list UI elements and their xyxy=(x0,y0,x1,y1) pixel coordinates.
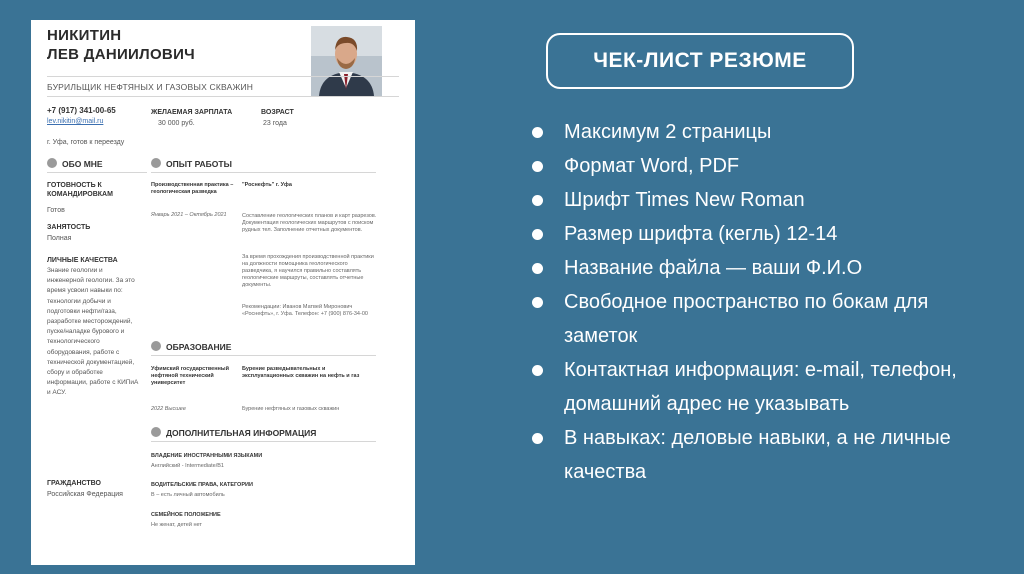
bullet-icon xyxy=(532,127,543,138)
section-experience: ОПЫТ РАБОТЫ xyxy=(151,158,232,169)
resume-salary-label: ЖЕЛАЕМАЯ ЗАРПЛАТА xyxy=(151,109,233,116)
checklist-item: Шрифт Times New Roman xyxy=(530,183,1000,217)
languages-value: Английский - Intermediate/B1 xyxy=(151,463,224,469)
resume-name xyxy=(47,26,195,64)
family-value: Не женат, детей нет xyxy=(151,522,202,528)
section-education: ОБРАЗОВАНИЕ xyxy=(151,341,231,352)
languages-label: ВЛАДЕНИЕ ИНОСТРАННЫМИ ЯЗЫКАМИ xyxy=(151,453,263,459)
resume-qualities-text: Знание геологии и инженерной геологии. За это время усвоил навыки по: технологии добычи и подготовки нефти/газа, разработке месторождений, пуске/наладке бурового и технологического оборудования, работе с технической документацией, сбору и обработке информации, работе с КИПиА и АСУ. xyxy=(47,267,139,397)
job-company: "Роснефть" г. Уфа xyxy=(242,182,292,188)
bullet-icon xyxy=(532,365,543,376)
resume-photo xyxy=(311,26,382,96)
about-icon xyxy=(47,158,57,168)
briefcase-icon xyxy=(151,158,161,168)
bullet-icon xyxy=(532,263,543,274)
section-about: ОБО МНЕ xyxy=(47,158,103,169)
resume-city: г. Уфа, готов к переезду xyxy=(47,139,125,146)
checklist-item: Название файла — ваши Ф.И.О xyxy=(530,251,1000,285)
resume-position: БУРИЛЬЩИК НЕФТЯНЫХ И ГАЗОВЫХ СКВАЖИН xyxy=(47,82,254,92)
edu-specialty: Бурение нефтяных и газовых скважин xyxy=(242,406,340,412)
resume-qualities-label: ЛИЧНЫЕ КАЧЕСТВА xyxy=(47,257,118,264)
job-description-1: Составление геологических планов и карт разрезов. Документация геологических маршрутов с поиском рудных тел. Заполнение отчетных документов. xyxy=(242,213,377,233)
resume-salary-value: 30 000 руб. xyxy=(158,120,195,127)
license-value: В – есть личный автомобиль xyxy=(151,492,225,498)
checklist-item: Контактная информация: e-mail, телефон, домашний адрес не указывать xyxy=(530,353,1000,421)
bullet-icon xyxy=(532,229,543,240)
license-label: ВОДИТЕЛЬСКИЕ ПРАВА, КАТЕГОРИИ xyxy=(151,482,253,488)
edu-year: 2022 Высшее xyxy=(151,406,186,412)
checklist-item: Максимум 2 страницы xyxy=(530,115,1000,149)
graduation-cap-icon xyxy=(151,341,161,351)
checklist-item: Свободное пространство по бокам для заметок xyxy=(530,285,1000,353)
bullet-icon xyxy=(532,297,543,308)
bullet-icon xyxy=(532,433,543,444)
job-description-2: За время прохождения производственной практики на должности помощника геологического разведчика, я научился правильно составлять геологические маршруты, составлять отчетные документы. xyxy=(242,254,374,288)
edu-field: Бурение разведывательных и эксплуатационных скважин на нефть и газ xyxy=(242,366,360,379)
info-icon xyxy=(151,427,161,437)
resume-citizenship-value: Российская Федерация xyxy=(47,491,123,498)
checklist-title-box xyxy=(546,33,854,89)
checklist-item: В навыках: деловые навыки, а не личные качества xyxy=(530,421,1000,489)
bullet-icon xyxy=(532,195,543,206)
resume-employment-label: ЗАНЯТОСТЬ xyxy=(47,224,91,231)
resume-given-names: ЛЕВ ДАНИИЛОВИЧ xyxy=(47,46,195,63)
resume-surname: НИКИТИН xyxy=(47,27,122,44)
resume-trips-label: ГОТОВНОСТЬ К КОМАНДИРОВКАМ xyxy=(47,182,113,198)
resume-trips-value: Готов xyxy=(47,207,65,214)
resume-phone: +7 (917) 341-00-65 xyxy=(47,106,116,115)
bullet-icon xyxy=(532,161,543,172)
resume-age-label: ВОЗРАСТ xyxy=(261,109,294,116)
edu-institution: Уфимский государственный нефтяной технический университет xyxy=(151,366,229,386)
checklist-item: Размер шрифта (кегль) 12-14 xyxy=(530,217,1000,251)
checklist-items xyxy=(530,115,1000,489)
family-label: СЕМЕЙНОЕ ПОЛОЖЕНИЕ xyxy=(151,512,221,518)
checklist-title: ЧЕК-ЛИСТ РЕЗЮМЕ xyxy=(593,49,807,72)
section-additional: ДОПОЛНИТЕЛЬНАЯ ИНФОРМАЦИЯ xyxy=(151,427,316,438)
resume-citizenship-label: ГРАЖДАНСТВО xyxy=(47,480,101,487)
job-dates: Январь 2021 – Октябрь 2021 xyxy=(151,212,227,218)
resume-example xyxy=(31,20,415,565)
resume-age-value: 23 года xyxy=(263,120,287,127)
job-title: Производственная практика – геологическая разведка xyxy=(151,182,234,195)
checklist-item: Формат Word, PDF xyxy=(530,149,1000,183)
resume-employment-value: Полная xyxy=(47,235,72,242)
resume-email: lev.nikitin@mail.ru xyxy=(47,118,104,125)
job-reference: Рекомендации: Иванов Матвей Миронович «Роснефть», г. Уфа. Телефон: +7 (900) 876-34-00 xyxy=(242,304,368,317)
